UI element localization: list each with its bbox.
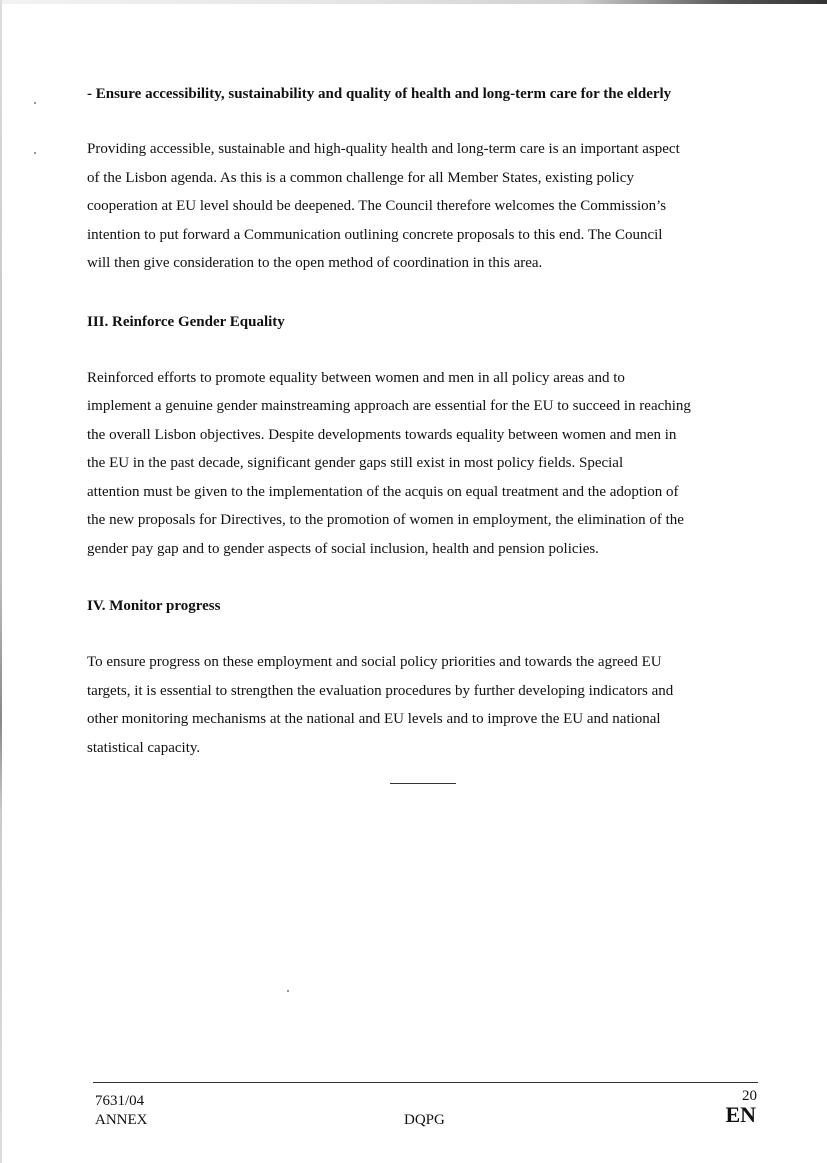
paragraph-line: targets, it is essential to strengthen the evaluation procedures by further developing indicators and [87, 682, 674, 699]
end-separator [390, 783, 456, 784]
scan-edge-top [0, 0, 827, 4]
section-heading: - Ensure accessibility, sustainability and quality of health and long-term care for the elderly [87, 86, 672, 102]
document-body [87, 80, 757, 762]
section-paragraph [87, 364, 757, 564]
paragraph-line: the EU in the past decade, significant gender gaps still exist in most policy fields. Special [87, 455, 624, 471]
annex-label: ANNEX [95, 1112, 148, 1128]
paragraph-line: the new proposals for Directives, to the promotion of women in employment, the elimination of the [87, 512, 684, 528]
unit-code: DQPG [404, 1112, 445, 1128]
scan-edge-left [0, 0, 2, 1163]
paragraph-line: of the Lisbon agenda. As this is a common challenge for all Member States, existing policy [87, 169, 634, 186]
document-reference: 7631/04 [95, 1093, 145, 1109]
scan-speck [34, 152, 36, 154]
paragraph-line: To ensure progress on these employment and social policy priorities and towards the agreed EU [87, 654, 662, 670]
section-health-care [87, 80, 757, 278]
section-paragraph [87, 135, 757, 278]
section-heading: IV. Monitor progress [87, 598, 221, 614]
paragraph-line: attention must be given to the implementation of the acquis on equal treatment and the adoption of [87, 483, 679, 500]
section-heading: III. Reinforce Gender Equality [87, 313, 285, 330]
section-monitor-progress [87, 592, 757, 762]
section-paragraph [87, 648, 757, 762]
scan-speck [34, 102, 36, 104]
paragraph-line: Reinforced efforts to promote equality between women and men in all policy areas and to [87, 369, 625, 386]
language-code: EN [725, 1102, 756, 1127]
section-gender-equality [87, 308, 757, 564]
paragraph-line: other monitoring mechanisms at the national and EU levels and to improve the EU and national [87, 711, 661, 727]
paragraph-line: the overall Lisbon objectives. Despite developments towards equality between women and men in [87, 426, 677, 443]
scan-speck [287, 990, 289, 992]
page-number: 20 [742, 1088, 757, 1104]
paragraph-line: Providing accessible, sustainable and high-quality health and long-term care is an important aspect [87, 141, 680, 157]
footer-rule [93, 1082, 758, 1083]
paragraph-line: implement a genuine gender mainstreaming approach are essential for the EU to succeed in reaching [87, 398, 691, 414]
paragraph-line: intention to put forward a Communication outlining concrete proposals to this end. The Council [87, 226, 663, 243]
paragraph-line: cooperation at EU level should be deepened. The Council therefore welcomes the Commission’s [87, 198, 667, 214]
paragraph-line: statistical capacity. [87, 739, 201, 756]
paragraph-line: gender pay gap and to gender aspects of social inclusion, health and pension policies. [87, 540, 599, 557]
paragraph-line: will then give consideration to the open method of coordination in this area. [87, 255, 543, 271]
